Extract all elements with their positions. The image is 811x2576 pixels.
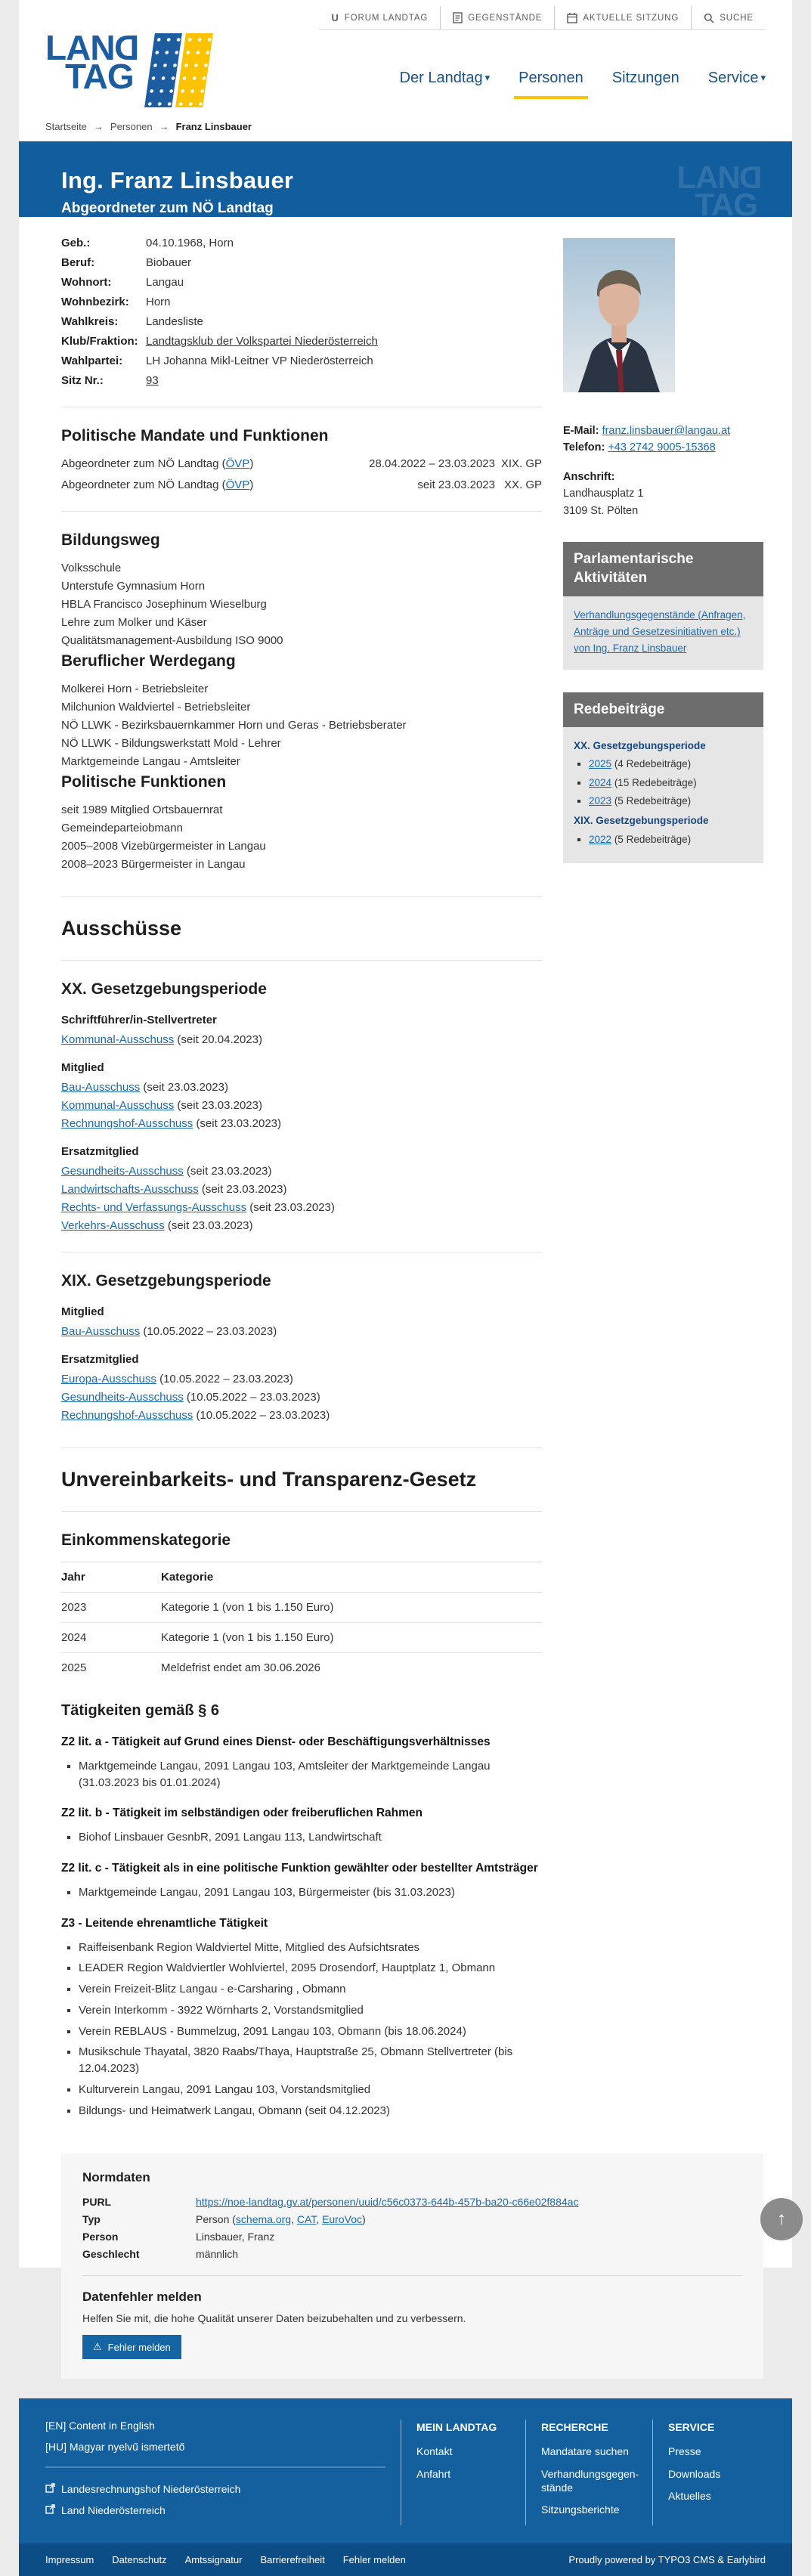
page-card: [19, 0, 792, 2566]
committee-link[interactable]: Rechts- und Verfassungs-Ausschuss: [61, 1201, 247, 1214]
normdata-row: [82, 2231, 742, 2243]
transparency-title: Unvereinbarkeits- und Transparenz-Gesetz: [61, 1468, 477, 1491]
speeches-group: [574, 738, 753, 810]
profile-row: [61, 256, 542, 269]
income-col-year: Jahr: [61, 1562, 161, 1593]
footer-link[interactable]: Aktuelles: [668, 2489, 711, 2502]
profile-table: [61, 237, 542, 387]
committee-period-title: XIX. Gesetzgebungsperiode: [61, 1272, 271, 1290]
career-line: Milchunion Waldviertel - Betriebsleiter: [61, 701, 251, 714]
profile-row: [61, 335, 542, 348]
committee-entry: Rechnungshof-Ausschuss (10.05.2022 – 23.03.2023): [61, 1409, 330, 1422]
footer-left: [45, 2420, 401, 2525]
breadcrumb-arrow: →: [93, 121, 104, 132]
normdata-label: Typ: [82, 2213, 101, 2226]
committees-title: Ausschüsse: [61, 917, 182, 940]
breadcrumb-arrow: →: [159, 121, 169, 132]
footer-powered-by: Proudly powered by TYPO3 CMS & Earlybird: [568, 2554, 766, 2566]
committee-link[interactable]: Landwirtschafts-Ausschuss: [61, 1183, 199, 1196]
activity-group: [61, 1806, 542, 1846]
activity-item: ▪ Verein REBLAUS - Bummelzug, 2091 Langau 103, Obmann (bis 18.06.2024): [79, 2023, 542, 2040]
normdata-value: Linsbauer, Franz: [196, 2231, 275, 2243]
education-title: Bildungsweg: [61, 531, 160, 549]
activity-group: [61, 1916, 542, 2119]
footer-legal-link[interactable]: Datenschutz: [112, 2554, 167, 2566]
committee-group: [61, 1145, 542, 1232]
committee-entry: Kommunal-Ausschuss (seit 20.04.2023): [61, 1033, 262, 1046]
site-footer: [19, 2398, 792, 2576]
activity-heading: Z2 lit. b - Tätigkeit im selbständigen oder freiberuflichen Rahmen: [61, 1807, 423, 1820]
political-functions-list: [61, 803, 542, 871]
committee-entry: Rechts- und Verfassungs-Ausschuss (seit 23.03.2023): [61, 1201, 335, 1214]
activity-item: ▪ Marktgemeinde Langau, 2091 Langau 103, Bürgermeister (bis 31.03.2023): [79, 1884, 542, 1901]
footer-bottom-bar: [19, 2543, 792, 2576]
chevron-down-icon: ▾: [760, 72, 766, 83]
activity-item: ▪ Marktgemeinde Langau, 2091 Langau 103, Amtsleiter der Marktgemeinde Langau (31.03.2023 bis 01.01.2024): [79, 1758, 542, 1791]
datafix-text: Helfen Sie mit, die hohe Qualität unserer Daten beizubehalten und zu verbessern.: [82, 2312, 466, 2325]
profile-value: Langau: [146, 276, 184, 289]
income-table: [61, 1562, 542, 1683]
committee-link[interactable]: Verkehrs-Ausschuss: [61, 1219, 165, 1232]
committee-role: Ersatzmitglied: [61, 1353, 139, 1366]
footer-link[interactable]: Downloads: [668, 2467, 721, 2480]
committee-entry: Bau-Ausschuss (seit 23.03.2023): [61, 1081, 228, 1094]
site-header: [19, 0, 792, 132]
normdata-row: [82, 2196, 742, 2208]
profile-value: 93: [146, 374, 159, 387]
footer-legal-link[interactable]: Amtssignatur: [184, 2554, 243, 2566]
profile-label: Wahlpartei:: [61, 355, 123, 367]
career-line: Molkerei Horn - Betriebsleiter: [61, 683, 209, 695]
speeches-year-link[interactable]: 2025: [589, 758, 612, 770]
normdata-panel: [61, 2153, 763, 2379]
profile-value: Horn: [146, 296, 171, 308]
footer-external-link[interactable]: Landesrechnungshof Niederösterreich: [45, 2483, 385, 2495]
career-line: Marktgemeinde Langau - Amtsleiter: [61, 755, 240, 768]
career-line: NÖ LLWK - Bildungswerkstatt Mold - Lehrer: [61, 737, 281, 750]
mandate-period: 28.04.2022 – 23.03.2023: [369, 457, 495, 470]
document-icon: [453, 12, 463, 23]
activities-title: Tätigkeiten gemäß § 6: [61, 1702, 219, 1719]
education-line: HBLA Francisco Josephinum Wieselburg: [61, 598, 267, 611]
speeches-year-link[interactable]: 2022: [589, 833, 612, 845]
landtag-logo[interactable]: [45, 28, 208, 107]
parl-activities-title: Parlamentarische Aktivitäten: [563, 542, 763, 596]
calendar-icon: [567, 12, 577, 23]
career-line: NÖ LLWK - Bezirksbauernkammer Horn und Geras - Betriebsberater: [61, 719, 407, 732]
footer-link[interactable]: Verhandlungsgegen-stände: [541, 2467, 639, 2494]
speeches-year-item: ▪ 2022 (5 Redebeiträge): [589, 831, 753, 848]
datafix-title: Datenfehler melden: [82, 2290, 202, 2305]
committee-entry: Landwirtschafts-Ausschuss (seit 23.03.2023): [61, 1183, 287, 1196]
profile-row: [61, 296, 542, 308]
mandate-row: Abgeordneter zum NÖ Landtag (ÖVP) 28.04.2022 – 23.03.2023 XIX. GP: [61, 457, 542, 470]
main-nav: [400, 70, 766, 99]
person-hero: [19, 141, 792, 222]
committee-periods: [61, 960, 542, 1422]
committee-group: [61, 1061, 542, 1130]
speeches-group: [574, 813, 753, 848]
activity-heading: Z2 lit. a - Tätigkeit auf Grund eines Dienst- oder Beschäftigungsverhältnisses: [61, 1735, 491, 1748]
committee-entry: Verkehrs-Ausschuss (seit 23.03.2023): [61, 1219, 253, 1232]
committee-role: Schriftführer/in-Stellvertreter: [61, 1014, 217, 1026]
activity-item: ▪ Bildungs- und Heimatwerk Langau, Obmann (seit 04.12.2023): [79, 2103, 542, 2119]
activity-heading: Z2 lit. c - Tätigkeit als in eine politische Funktion gewählter oder bestellter Amtsträger: [61, 1862, 538, 1875]
committee-period: [61, 1252, 542, 1422]
committee-role: Ersatzmitglied: [61, 1145, 139, 1158]
career-title: Beruflicher Werdegang: [61, 652, 236, 670]
nav-personen[interactable]: Personen: [518, 70, 583, 99]
landtag-logo-stripes: [144, 33, 213, 107]
normdata-row: [82, 2213, 742, 2225]
breadcrumb-item[interactable]: Personen: [110, 121, 153, 132]
address-line: Landhausplatz 1: [563, 488, 644, 500]
profile-value: Landesliste: [146, 315, 203, 328]
normdata-label: PURL: [82, 2196, 112, 2209]
contact-block: E-Mail: franz.linsbauer@langau.at Telefon: +43 2742 9005-15368 Anschrift: Landhausplatz 1 3109 St. Pölten: [563, 423, 763, 519]
profile-value: LH Johanna Mikl-Leitner VP Niederösterreich: [146, 355, 373, 367]
profile-value: Landtagsklub der Volkspartei Niederösterreich: [146, 335, 378, 348]
footer-language-link[interactable]: [EN] Content in English: [45, 2420, 155, 2432]
parl-activities-link[interactable]: Verhandlungsgegenstände (Anfragen, Anträge und Gesetzesinitiativen etc.) von Ing. Franz Linsbauer: [574, 608, 746, 655]
utility-aktuelle-sitzung[interactable]: [554, 6, 691, 29]
external-link-icon: [45, 2483, 55, 2495]
page-title: Ing. Franz Linsbauer: [61, 167, 294, 194]
external-link-icon: [45, 2504, 55, 2516]
profile-row: [61, 315, 542, 328]
page-subtitle: Abgeordneter zum NÖ Landtag: [61, 200, 274, 216]
utility-suche[interactable]: [691, 6, 766, 29]
income-title: Einkommenskategorie: [61, 1531, 231, 1549]
activity-group: [61, 1735, 542, 1791]
breadcrumb: [45, 121, 766, 132]
profile-label: Beruf:: [61, 256, 95, 269]
normdata-label: Person: [82, 2231, 119, 2243]
committee-role: Mitglied: [61, 1061, 104, 1074]
activity-item: ▪ Verein Freizeit-Blitz Langau - e-Carsharing , Obmann: [79, 1981, 542, 1998]
footer-col-mein-landtag: MEIN LANDTAG Kontakt Anfahrt: [401, 2420, 525, 2525]
mandate-row: Abgeordneter zum NÖ Landtag (ÖVP) seit 23.03.2023 XX. GP: [61, 478, 542, 491]
education-list: [61, 562, 542, 647]
committee-entry: Gesundheits-Ausschuss (seit 23.03.2023): [61, 1165, 272, 1178]
committee-entry: Bau-Ausschuss (10.05.2022 – 23.03.2023): [61, 1325, 277, 1338]
footer-legal-link[interactable]: Impressum: [45, 2554, 94, 2566]
warning-icon: ⚠: [93, 2341, 102, 2353]
nav-service[interactable]: Service ▾: [707, 70, 766, 86]
profile-value: 04.10.1968, Horn: [146, 237, 234, 249]
table-row: 2025 Meldefrist endet am 30.06.2026: [61, 1661, 320, 1674]
footer-language-link[interactable]: [HU] Magyar nyelvű ismertető: [45, 2441, 185, 2454]
committee-entry: Europa-Ausschuss (10.05.2022 – 23.03.2023): [61, 1373, 293, 1386]
utility-nav: [45, 6, 766, 30]
mandates-title: Politische Mandate und Funktionen: [61, 427, 329, 444]
footer-link[interactable]: Sitzungsberichte: [541, 2503, 620, 2516]
normdata-row: [82, 2248, 742, 2260]
normdata-value: Person (schema.org, CAT, EuroVoc): [196, 2213, 366, 2226]
breadcrumb-item[interactable]: Startseite: [45, 121, 87, 132]
utility-forum-landtag[interactable]: [319, 6, 440, 29]
mandate-period: seit 23.03.2023: [417, 478, 495, 491]
committee-link[interactable]: Europa-Ausschuss: [61, 1373, 156, 1386]
profile-label: Sitz Nr.:: [61, 374, 104, 387]
forum-icon: U: [331, 12, 339, 23]
activity-item: ▪ Musikschule Thayatal, 3820 Raabs/Thaya, Hauptstraße 25, Obmann Stellvertreter (bis 12.04.2023): [79, 2044, 542, 2077]
utility-label: FORUM LANDTAG: [344, 13, 429, 23]
committee-group: [61, 1305, 542, 1338]
table-row: 2023 Kategorie 1 (von 1 bis 1.150 Euro): [61, 1593, 542, 1623]
landtag-watermark: LAND TAG: [676, 159, 762, 222]
nav-sitzungen[interactable]: Sitzungen: [611, 70, 679, 86]
committee-group: [61, 1014, 542, 1046]
speeches-period: XX. Gesetzgebungsperiode: [574, 740, 706, 752]
footer-col-recherche: RECHERCHE Mandatare suchen Verhandlungsgegen-stände Sitzungsberichte: [525, 2420, 652, 2525]
party-link[interactable]: ÖVP: [225, 478, 250, 491]
political-function-line: 2008–2023 Bürgermeister in Langau: [61, 858, 246, 871]
footer-link[interactable]: Presse: [668, 2445, 701, 2458]
committee-link[interactable]: Rechnungshof-Ausschuss: [61, 1409, 193, 1422]
political-function-line: seit 1989 Mitglied Ortsbauernrat: [61, 803, 223, 816]
political-function-line: 2005–2008 Vizebürgermeister in Langau: [61, 840, 266, 853]
political-function-line: Gemeindeparteiobmann: [61, 822, 183, 834]
party-link[interactable]: ÖVP: [225, 457, 250, 470]
committee-link[interactable]: Bau-Ausschuss: [61, 1081, 141, 1094]
main-column: [61, 237, 542, 2123]
committee-group: [61, 1353, 542, 1422]
back-to-top-button[interactable]: ↑: [760, 2198, 803, 2240]
mandate-gp: XIX. GP: [500, 457, 542, 470]
committee-entry: Gesundheits-Ausschuss (10.05.2022 – 23.03.2023): [61, 1391, 320, 1404]
speeches-year-item: ▪ 2024 (15 Redebeiträge): [589, 775, 753, 791]
profile-label: Klub/Fraktion:: [61, 335, 138, 348]
normdata-value: männlich: [196, 2248, 239, 2261]
committee-link[interactable]: Bau-Ausschuss: [61, 1325, 141, 1338]
footer-external-link[interactable]: Land Niederösterreich: [45, 2504, 385, 2516]
speeches-year-item: ▪ 2025 (4 Redebeiträge): [589, 756, 753, 772]
speeches-title: Redebeiträge: [563, 692, 763, 728]
footer-legal-link[interactable]: Fehler melden: [342, 2554, 406, 2566]
activity-item: ▪ Raiffeisenbank Region Waldviertel Mitte, Mitglied des Aufsichtsrates: [79, 1940, 542, 1956]
committee-link[interactable]: Kommunal-Ausschuss: [61, 1033, 175, 1046]
education-line: Qualitätsmanagement-Ausbildung ISO 9000: [61, 634, 283, 647]
committee-period: [61, 960, 542, 1232]
committee-entry: Rechnungshof-Ausschuss (seit 23.03.2023): [61, 1117, 282, 1130]
education-line: Unterstufe Gymnasium Horn: [61, 580, 206, 593]
education-line: Volksschule: [61, 562, 122, 574]
activity-heading: Z3 - Leitende ehrenamtliche Tätigkeit: [61, 1916, 268, 1930]
search-icon: [704, 13, 714, 23]
utility-label: AKTUELLE SITZUNG: [583, 13, 679, 23]
profile-row: [61, 355, 542, 367]
activity-group: [61, 1861, 542, 1901]
profile-row: [61, 237, 542, 249]
parl-activities-box: [563, 542, 763, 669]
footer-link[interactable]: Anfahrt: [416, 2467, 451, 2480]
normdata-value: https://noe-landtag.gv.at/personen/uuid/c56c0373-644b-457b-ba20-c66e02f884ac: [196, 2196, 579, 2209]
career-list: [61, 683, 542, 768]
activity-item: ▪ LEADER Region Waldviertler Wohlviertel, 2095 Drosendorf, Hauptplatz 1, Obmann: [79, 1960, 542, 1977]
profile-label: Wahlkreis:: [61, 315, 119, 328]
address-line: 3109 St. Pölten: [563, 504, 639, 517]
utility-label: GEGENSTÄNDE: [468, 13, 543, 23]
political-functions-title: Politische Funktionen: [61, 773, 227, 791]
speeches-period: XIX. Gesetzgebungsperiode: [574, 815, 709, 827]
committee-link[interactable]: Rechnungshof-Ausschuss: [61, 1117, 193, 1130]
income-col-category: Kategorie: [161, 1562, 542, 1593]
profile-label: Wohnort:: [61, 276, 112, 289]
activities-groups: [61, 1735, 542, 2119]
speeches-box: [563, 692, 763, 863]
profile-value: Biobauer: [146, 256, 192, 269]
report-error-button[interactable]: ⚠ Fehler melden: [82, 2335, 181, 2359]
mandates-list: [61, 457, 542, 491]
profile-row: [61, 374, 542, 387]
profile-label: Geb.:: [61, 237, 91, 249]
footer-legal-link[interactable]: Barrierefreiheit: [260, 2554, 325, 2566]
footer-link[interactable]: Kontakt: [416, 2445, 453, 2458]
email-link[interactable]: franz.linsbauer@langau.at: [602, 425, 731, 437]
committee-link[interactable]: Gesundheits-Ausschuss: [61, 1391, 184, 1404]
profile-label: Wohnbezirk:: [61, 296, 129, 308]
profile-row: [61, 276, 542, 289]
normdata-label: Geschlecht: [82, 2248, 140, 2261]
speeches-year-link[interactable]: 2024: [589, 776, 612, 788]
table-row: 2024 Kategorie 1 (von 1 bis 1.150 Euro): [61, 1623, 542, 1653]
breadcrumb-item[interactable]: Franz Linsbauer: [175, 121, 252, 132]
education-line: Lehre zum Molker und Käser: [61, 616, 207, 629]
committee-entry: Kommunal-Ausschuss (seit 23.03.2023): [61, 1099, 262, 1112]
committee-period-title: XX. Gesetzgebungsperiode: [61, 980, 267, 998]
chevron-down-icon: ▾: [484, 72, 491, 83]
committee-link[interactable]: Gesundheits-Ausschuss: [61, 1165, 184, 1178]
phone-link[interactable]: +43 2742 9005-15368: [608, 441, 716, 454]
utility-label: SUCHE: [720, 13, 754, 23]
normdata-title: Normdaten: [82, 2170, 150, 2185]
sidebar: [563, 237, 763, 2123]
footer-col-service: SERVICE Presse Downloads Aktuelles: [652, 2420, 766, 2525]
committee-role: Mitglied: [61, 1305, 104, 1318]
mandate-gp: XX. GP: [503, 478, 542, 491]
speeches-year-link[interactable]: 2023: [589, 795, 612, 807]
committee-link[interactable]: Kommunal-Ausschuss: [61, 1099, 175, 1112]
utility-gegenstaende[interactable]: [440, 6, 554, 29]
speeches-year-item: ▪ 2023 (5 Redebeiträge): [589, 793, 753, 810]
landtag-logo-text: LAND TAG: [45, 28, 139, 97]
portrait-photo: [563, 238, 675, 392]
footer-link[interactable]: Mandatare suchen: [541, 2445, 629, 2458]
activity-item: ▪ Biohof Linsbauer GesnbR, 2091 Langau 113, Landwirtschaft: [79, 1829, 542, 1846]
activity-item: ▪ Kulturverein Langau, 2091 Langau 103, Vorstandsmitglied: [79, 2082, 542, 2098]
activity-item: ▪ Verein Interkomm - 3922 Wörnharts 2, Vorstandsmitglied: [79, 2002, 542, 2019]
nav-der-landtag[interactable]: Der Landtag ▾: [399, 70, 491, 86]
